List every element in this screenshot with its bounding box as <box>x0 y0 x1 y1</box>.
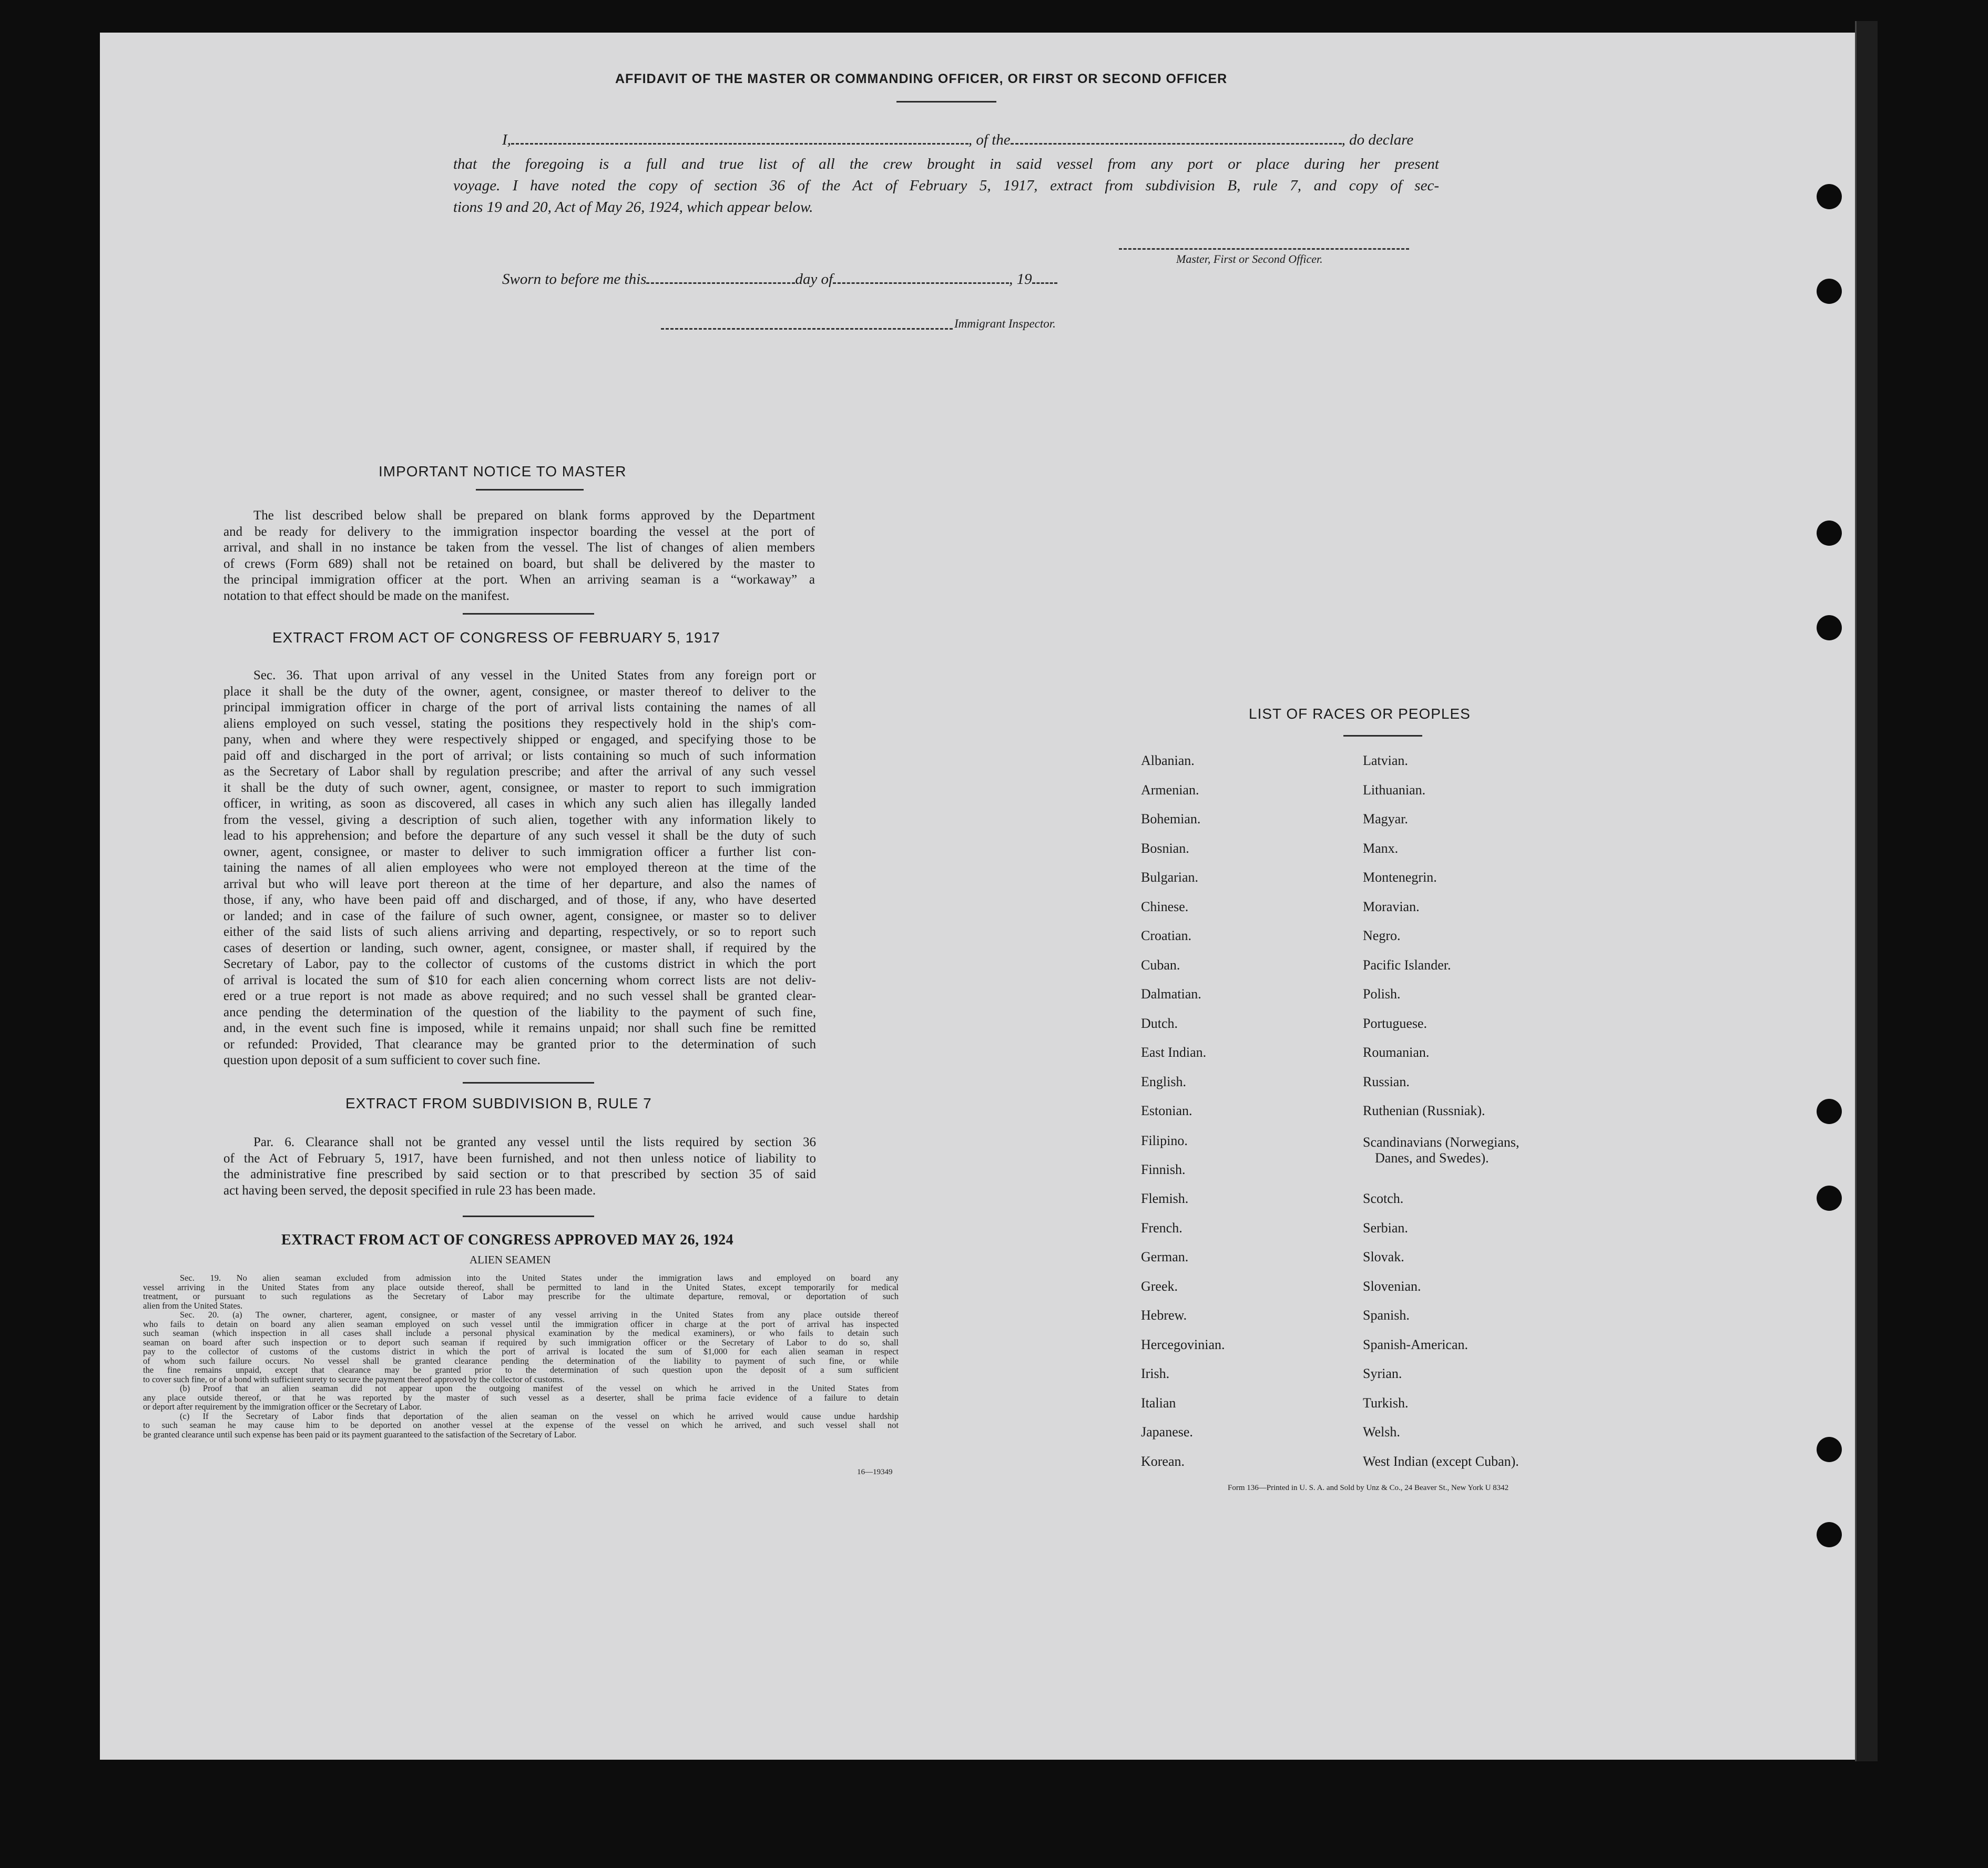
race-item: Scandinavians (Norwegians, <box>1363 1135 1520 1150</box>
race-item: Finnish. <box>1141 1162 1186 1177</box>
act-1917-line: principal immigration officer in charge of the port of arrival lists containing the names of all <box>223 700 816 714</box>
act-1917-heading: EXTRACT FROM ACT OF CONGRESS OF FEBRUARY 5, 1917 <box>272 629 720 646</box>
race-item: Croatian. <box>1141 928 1192 943</box>
affidavit-body-line: tions 19 and 20, Act of May 26, 1924, which appear below. <box>453 199 813 216</box>
act-1924-line: treatment, or pursuant to such regulations as the Secretary of Labor may prescribe for the ultimate departure, removal, or deportation of such <box>143 1291 899 1301</box>
sworn-year-field[interactable] <box>1032 282 1057 284</box>
race-item: Syrian. <box>1363 1366 1402 1381</box>
affidavit-heading: AFFIDAVIT OF THE MASTER OR COMMANDING OFFICER, OR FIRST OR SECOND OFFICER <box>615 72 1228 86</box>
act-1917-line: lead to his apprehension; and before the departure of any such vessel it shall be the duty of such <box>223 829 816 843</box>
race-item: Lithuanian. <box>1363 782 1426 798</box>
punch-hole <box>1817 1437 1842 1462</box>
race-item: Montenegrin. <box>1363 870 1437 885</box>
divider <box>896 101 996 103</box>
race-item: Italian <box>1141 1395 1176 1411</box>
race-item: West Indian (except Cuban). <box>1363 1454 1519 1469</box>
race-item: Hebrew. <box>1141 1308 1187 1323</box>
race-item: Irish. <box>1141 1366 1170 1381</box>
sworn-line <box>502 271 1057 288</box>
act-1924-line: (c) If the Secretary of Labor finds that deportation of the alien seaman on the vessel on which he arrived would cause undue hardship <box>180 1411 899 1421</box>
sworn-prefix: Sworn to before me this <box>502 271 647 288</box>
act-1924-line: such seaman (which inspection in all cases shall include a personal physical examination by the medical examiners), or who fails to detain such <box>143 1328 899 1338</box>
punch-hole <box>1817 1099 1842 1124</box>
race-item: Pacific Islander. <box>1363 957 1451 973</box>
act-1917-line: question upon deposit of a sum sufficient to cover such fine. <box>223 1053 541 1067</box>
race-item: Roumanian. <box>1363 1045 1430 1060</box>
race-item: Filipino. <box>1141 1133 1188 1148</box>
act-1924-line: alien from the United States. <box>143 1300 243 1311</box>
act-1917-line: cases of desertion or landing, such owner, agent, consignee, or master shall, if required by the <box>223 941 816 955</box>
race-item: Greek. <box>1141 1279 1178 1294</box>
punch-hole <box>1817 1522 1842 1547</box>
race-item: Korean. <box>1141 1454 1185 1469</box>
act-1917-line: from the vessel, giving a description of such alien, together with any information likely to <box>223 812 816 827</box>
divider <box>463 1216 594 1217</box>
act-1917-line: place it shall be the duty of the owner, agent, consignee, or master thereof to deliver to the <box>223 684 816 699</box>
inspector-label: Immigrant Inspector. <box>954 317 1056 330</box>
race-item: German. <box>1141 1249 1189 1264</box>
rule-7-line: Par. 6. Clearance shall not be granted any vessel until the lists required by section 36 <box>253 1135 816 1149</box>
notice-body <box>223 508 815 604</box>
notice-line: arrival, and shall in no instance be taken from the vessel. The list of changes of alien members <box>223 540 815 555</box>
race-item: Bulgarian. <box>1141 870 1199 885</box>
act-1924-line: who fails to detain on board any alien seaman employed on such vessel until the immigration officer in charge at the port of arrival has inspected <box>143 1319 899 1329</box>
notice-line: of crews (Form 689) shall not be retained on board, but shall be delivered by the master to <box>223 556 815 571</box>
rule-7-line: the administrative fine prescribed by said section or to that prescribed by section 35 of said <box>223 1167 816 1181</box>
act-1917-line: Sec. 36. That upon arrival of any vessel in the United States from any foreign port or <box>253 668 816 682</box>
act-1917-line: those, if any, who have been paid off and discharged, and of those, if any, who have deserted <box>223 893 816 907</box>
punch-hole <box>1817 184 1842 209</box>
race-item: Russian. <box>1363 1074 1410 1089</box>
act-1917-line: arrival but who will leave port thereon at the time of her departure, and also the names of <box>223 876 816 891</box>
rule-7-line: act having been served, the deposit specified in rule 23 has been made. <box>223 1183 596 1198</box>
race-item: Albanian. <box>1141 753 1195 768</box>
punch-hole <box>1817 615 1842 640</box>
act-1917-line: Secretary of Labor, pay to the collector of customs of the customs district in which the port <box>223 957 816 971</box>
race-item: Portuguese. <box>1363 1016 1428 1031</box>
master-signature-field[interactable] <box>1119 248 1409 250</box>
act-1917-body <box>223 668 816 1069</box>
act-1924-heading: EXTRACT FROM ACT OF CONGRESS APPROVED MAY 26, 1924 <box>281 1232 734 1248</box>
notice-line: and be ready for delivery to the immigration inspector boarding the vessel at the port of <box>223 524 815 539</box>
act-1917-line: officer, in writing, as soon as discovered, all cases in which any such alien has illegally landed <box>223 797 816 811</box>
race-item: Dutch. <box>1141 1016 1178 1031</box>
act-1924-line: seaman on board after such inspection or to deport such seaman if required by such immigration officer or the Secretary of Labor to do so, shall <box>143 1337 899 1348</box>
race-item: Bohemian. <box>1141 811 1201 826</box>
declaration-of-the-label: , of the <box>968 131 1011 148</box>
declarant-name-field[interactable] <box>511 143 968 145</box>
races-heading: LIST OF RACES OR PEOPLES <box>1249 706 1471 722</box>
race-item: Cuban. <box>1141 957 1180 973</box>
race-item: Danes, and Swedes). <box>1375 1150 1489 1166</box>
race-item: Turkish. <box>1363 1395 1409 1411</box>
notice-line: notation to that effect should be made on the manifest. <box>223 588 509 603</box>
act-1924-line: the fine remains unpaid, except that clearance may be granted prior to the determination of such question upon the deposit of a sum sufficient <box>143 1365 899 1375</box>
act-1924-subheading: ALIEN SEAMEN <box>470 1253 551 1266</box>
sworn-year-label: , 19 <box>1009 271 1032 288</box>
rule-7-line: of the Act of February 5, 1917, have been furnished, and not then unless notice of liability to <box>223 1151 816 1166</box>
vessel-name-field[interactable] <box>1011 143 1342 145</box>
act-1924-line: Sec. 20. (a) The owner, charterer, agent, consignee, or master of any vessel arriving in the United States from any place outside thereof <box>180 1310 899 1320</box>
sworn-day-of-label: day of <box>795 271 833 288</box>
rule-7-body <box>223 1135 816 1199</box>
race-item: English. <box>1141 1074 1186 1089</box>
punch-hole <box>1817 1186 1842 1211</box>
affidavit-declaration-line <box>502 131 1413 149</box>
act-1917-line: ance pending the determination of the question of the liability to the payment of such fine, <box>223 1005 816 1019</box>
act-1917-line: as the Secretary of Labor shall by regulation prescribe; and after the arrival of any such vessel <box>223 764 816 779</box>
race-item: Hercegovinian. <box>1141 1337 1225 1352</box>
race-item: Bosnian. <box>1141 841 1189 856</box>
sworn-month-field[interactable] <box>833 282 1009 284</box>
affidavit-body-line: voyage. I have noted the copy of section 36 of the Act of February 5, 1917, extract from subdivision B, rule 7, and copy of sec- <box>453 177 1439 194</box>
race-item: Slovak. <box>1363 1249 1404 1264</box>
declaration-declare-label: , do declare <box>1341 131 1414 148</box>
race-item: Scotch. <box>1363 1191 1404 1206</box>
race-item: Chinese. <box>1141 899 1189 914</box>
act-1924-line: Sec. 19. No alien seaman excluded from admission into the United States under the immigration laws and employed on board any <box>180 1273 899 1283</box>
affidavit-body <box>453 154 1439 218</box>
divider <box>476 489 584 491</box>
act-1917-line: pany, when and where they were respectively shipped or engaged, and specifying those to be <box>223 732 816 747</box>
act-1917-line: or refunded: Provided, That clearance may be granted prior to the determination of such <box>223 1037 816 1052</box>
act-1917-line: paid off and discharged in the port of arrival; or lists containing so much of such information <box>223 748 816 763</box>
act-1917-line: taining the names of all alien employees who were not employed thereon at the time of the <box>223 861 816 875</box>
inspector-signature-field[interactable] <box>661 328 953 330</box>
race-item: Flemish. <box>1141 1191 1189 1206</box>
act-1917-line: of arrival is located the sum of $10 for each alien concerning whom correct lists are not deliv- <box>223 973 816 987</box>
declaration-i-label: I, <box>502 131 511 148</box>
race-item: Serbian. <box>1363 1220 1408 1236</box>
race-item: Magyar. <box>1363 811 1408 826</box>
race-item: Ruthenian (Russniak). <box>1363 1103 1485 1118</box>
act-1924-line: (b) Proof that an alien seaman did not appear upon the outgoing manifest of the vessel on which he arrived in the United States from <box>180 1383 899 1393</box>
print-number: 16—19349 <box>857 1468 893 1476</box>
divider <box>1343 735 1422 737</box>
act-1924-line: pay to the collector of customs of the customs district in which the port of arrival is located the sum of $1,000 for each alien seaman in respect <box>143 1346 899 1356</box>
race-item: Latvian. <box>1363 753 1408 768</box>
act-1917-line: it shall be the duty of such owner, agent, consignee, or master to report to such immigration <box>223 780 816 795</box>
divider <box>463 1082 594 1084</box>
act-1917-line: owner, agent, consignee, or master to deliver to such immigration officer a further list con- <box>223 844 816 859</box>
divider <box>463 613 594 615</box>
race-item: Spanish. <box>1363 1308 1410 1323</box>
race-item: French. <box>1141 1220 1182 1236</box>
race-item: East Indian. <box>1141 1045 1207 1060</box>
act-1924-line: to cover such fine, or of a bond with sufficient surety to secure the payment thereof approved by the collector of customs. <box>143 1374 565 1384</box>
race-item: Japanese. <box>1141 1424 1193 1440</box>
master-signature-label: Master, First or Second Officer. <box>1176 252 1323 266</box>
act-1917-line: aliens employed on such vessel, stating the positions they respectively hold in the ship's com- <box>223 716 816 731</box>
act-1924-line: be granted clearance until such expense has been paid or its payment guaranteed to the satisfaction of the Secretary of Labor. <box>143 1429 577 1440</box>
page-edge <box>1855 21 1878 1761</box>
race-item: Welsh. <box>1363 1424 1400 1440</box>
act-1924-body <box>143 1273 899 1439</box>
race-item: Slovenian. <box>1363 1279 1421 1294</box>
race-item: Manx. <box>1363 841 1399 856</box>
act-1917-line: either of the said lists of such aliens arriving and departing, respectively, or so to report such <box>223 925 816 939</box>
rule-7-heading: EXTRACT FROM SUBDIVISION B, RULE 7 <box>345 1095 652 1111</box>
act-1924-line: of whom such failure occurs. No vessel shall be granted clearance pending the determination of the liability to payment of such fine, or while <box>143 1355 899 1366</box>
notice-line: The list described below shall be prepared on blank forms approved by the Department <box>253 508 815 523</box>
race-item: Negro. <box>1363 928 1401 943</box>
act-1924-line: vessel arriving in the United States from any place outside thereof, shall be permitted to land in the United States, except temporarily for medical <box>143 1282 899 1292</box>
act-1917-line: or landed; and in case of the failure of such owner, agent, consignee, or master so to deliver <box>223 909 816 923</box>
act-1924-line: to such seaman he may cause him to be deported on another vessel at the expense of the vessel on which he arrived, and such vessel shall not <box>143 1420 899 1430</box>
notice-heading: IMPORTANT NOTICE TO MASTER <box>379 463 627 479</box>
race-item: Dalmatian. <box>1141 986 1201 1002</box>
race-item: Estonian. <box>1141 1103 1192 1118</box>
act-1917-line: ered or a true report is not made as above required; and no such vessel shall be granted clear- <box>223 989 816 1003</box>
race-item: Spanish-American. <box>1363 1337 1469 1352</box>
sworn-day-field[interactable] <box>646 282 795 284</box>
race-item: Polish. <box>1363 986 1401 1002</box>
race-item: Armenian. <box>1141 782 1199 798</box>
affidavit-body-line: that the foregoing is a full and true list of all the crew brought in said vessel from any port or place during her present <box>453 156 1439 172</box>
notice-line: the principal immigration officer at the port. When an arriving seaman is a “workaway” a <box>223 573 815 587</box>
punch-hole <box>1817 279 1842 304</box>
race-item: Moravian. <box>1363 899 1420 914</box>
act-1917-line: and, in the event such fine is imposed, while it remains unpaid; nor shall such fine be remitted <box>223 1021 816 1035</box>
form-footer: Form 136—Printed in U. S. A. and Sold by Unz & Co., 24 Beaver St., New York U 8342 <box>1228 1484 1509 1492</box>
punch-hole <box>1817 520 1842 546</box>
act-1924-line: or deport after requirement by the immigration officer or the Secretary of Labor. <box>143 1402 422 1412</box>
act-1924-line: any place outside thereof, or that he was reported by the master of such vessel as a deserter, shall be prima facie evidence of a failure to detain <box>143 1392 899 1403</box>
